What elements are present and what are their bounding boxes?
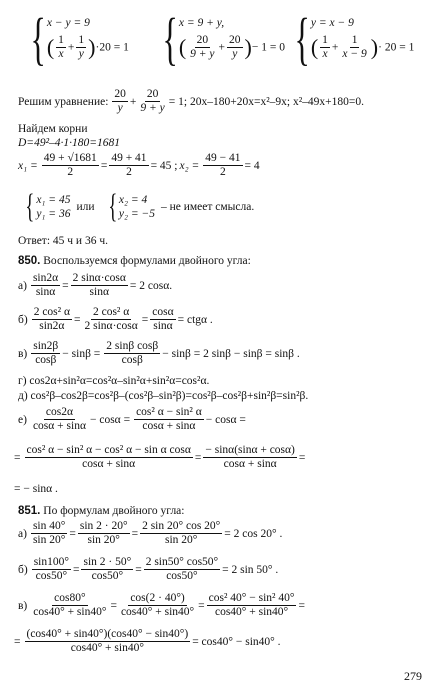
p851-b: б) $\frac{\sin 100^\circ}{\cos 50^\circ}$ = $\frac{\sin 2 \cdot 50^\circ}{\cos 50^\circ}$ = $\frac{2 \sin 50^\circ \cos 50^\circ}{\cos 50^\circ}$ = 2 sin 50° . — [18, 556, 279, 583]
equation-line: Решим уравнение: $\frac{20}{y}$ + $\frac{20}{9 + y}$ = 1; 20x–180+20x=x²–9x; x²–49x+180=0. — [18, 88, 365, 115]
problem-851-heading: 851. По формулам двойного угла: — [18, 505, 185, 517]
system-line: · 20 = 1 — [378, 41, 415, 54]
brace: { — [162, 6, 178, 71]
system-1: { x − y = 9 ( $\frac{1}{x}$ + $\frac{1}{y}$ )·20 = 1 — [30, 6, 129, 71]
roots-line: x₁ = $\frac{49 + √1681}{2}$ = $\frac{49 + 41}{2}$ = 45 ; x₂ = $\frac{49 - 41}{2}$ = 4 — [18, 152, 260, 179]
brace: { — [294, 6, 310, 71]
system-line: y = x − 9 — [310, 16, 354, 29]
problem-850-heading: 850. Воспользуемся формулами двойного угла: — [18, 255, 251, 267]
p850-v: в) $\frac{\sin 2\beta}{\cos\beta}$ − sinβ = $\frac{\text{2 sinβ cosβ}}{\cos\beta}$ − sinβ = 2 sinβ − sinβ = sinβ . — [18, 340, 300, 367]
answer: Ответ: 45 ч и 36 ч. — [18, 235, 108, 247]
p850-e3: = − sinα . — [14, 483, 58, 495]
roots-systems: { x₁ = 45 y₁ = 36 или { x₂ = 4 y₂ = −5 – не имеет смысла. — [25, 188, 255, 225]
system-line: − 1 = 0 — [251, 41, 285, 54]
p850-a: а) $\frac{\sin 2\alpha}{\sin\alpha}$ = $\frac{2 \sin\alpha\cdot\cos\alpha}{\sin\alpha}$ = 2 cosα. — [18, 272, 173, 299]
p851-v2: = $\frac{(\cos 40^\circ + \sin 40^\circ)(\cos 40^\circ - \sin 40^\circ)}{\cos 40^\circ + \sin 40^\circ}$ = cos40° − sin40° . — [14, 628, 281, 655]
brace: { — [30, 6, 46, 71]
p850-g: г) cos2α+sin²α=cos²α–sin²α+sin²α=cos²α. — [18, 375, 210, 387]
system-line: ·20 = 1 — [95, 41, 129, 54]
p851-a: а) $\frac{\sin 40^\circ}{\sin 20^\circ}$ = $\frac{\sin 2 \cdot 20^\circ}{\sin 20^\circ}$ = $\frac{2 \sin 20^\circ \cos 20^\circ}{\sin 20^\circ}$ = 2 cos 20° . — [18, 520, 283, 547]
system-line: x = 9 + y, — [178, 16, 225, 29]
p851-v: в) $\frac{\cos 80^\circ}{\cos 40^\circ + \sin 40^\circ}$ = $\frac{\cos(2 \cdot 40^\circ)}{\cos 40^\circ + \sin 40^\circ}$ = $\frac{\text{cos² 40° − sin² 40°}}{\cos 40^\circ + \sin 40^\circ}$ = — [18, 592, 305, 619]
roots-heading: Найдем корни — [18, 123, 88, 135]
system-line: x − y = 9 — [46, 16, 90, 29]
p850-d: д) cos²β–cos2β=cos²β–(cos²β–sin²β)=cos²β–cos²β+sin²β=sin²β. — [18, 390, 309, 402]
equation-label: Решим уравнение: — [18, 95, 109, 108]
equation-rest: = 1; 20x–180+20x=x²–9x; x²–49x+180=0. — [168, 95, 365, 108]
system-2: { x = 9 + y, ( $\frac{20}{9 + y}$ + $\frac{20}{y}$ )− 1 = 0 — [162, 6, 285, 71]
p850-e2: = $\frac{\text{cos² α − sin² α − cos² α − sin α cosα}}{\cos\alpha + \sin\alpha}$ = $\frac{- \sin\alpha(\sin\alpha + \cos\alpha)}{\cos\alpha + \sin\alpha}$ = — [14, 444, 306, 471]
p850-b: б) $\frac{\text{2 cos² α}}{\sin 2\alpha}$ = $\frac{\text{2 cos² α}}{2 \sin\alpha\cdot\cos\alpha}$ = $\frac{\cos\alpha}{\sin\alpha}$ = ctgα . — [18, 306, 213, 333]
system-3: { y = x − 9 ( $\frac{1}{x}$ + $\frac{1}{x - 9}$ )· 20 = 1 — [294, 6, 415, 71]
page-number: 279 — [404, 669, 422, 683]
discriminant: D=49²–4·1·180=1681 — [18, 137, 121, 149]
p850-e: е) $\frac{\cos 2\alpha}{\cos\alpha + \sin\alpha}$ − cosα = $\frac{\text{cos² α − sin² α}}{\cos\alpha + \sin\alpha}$ − cosα = — [18, 406, 246, 433]
